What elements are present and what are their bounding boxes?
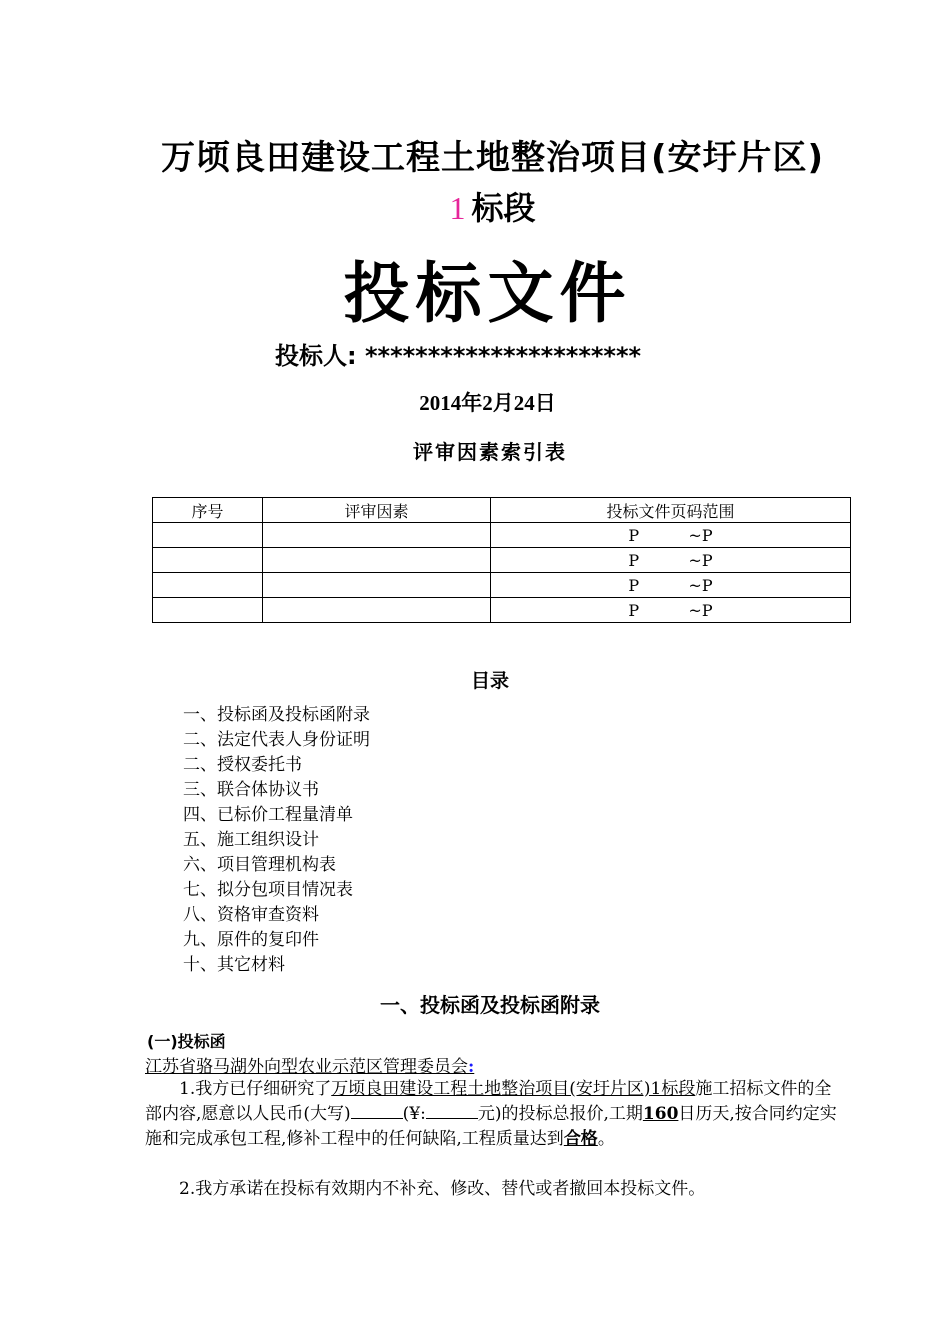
row-factor <box>263 598 491 623</box>
lot-number: 1 <box>449 190 466 226</box>
toc-item[interactable]: 二、授权委托书 <box>183 755 302 775</box>
row-page-range: P ~P <box>491 598 851 623</box>
lot-label: 标段 <box>471 189 536 227</box>
header-cell: 序号 <box>153 498 263 523</box>
addressee <box>145 1052 474 1077</box>
index-table-header <box>153 498 851 523</box>
toc-list <box>183 703 370 978</box>
toc-item[interactable]: 十、其它材料 <box>183 955 285 975</box>
row-no <box>153 523 263 548</box>
header-cell: 投标文件页码范围 <box>491 498 851 523</box>
header-cell: 评审因素 <box>263 498 491 523</box>
table-row <box>153 573 851 598</box>
toc-item[interactable]: 七、拟分包项目情况表 <box>183 880 353 900</box>
toc-item[interactable]: 八、资格审查资料 <box>183 905 319 925</box>
row-no <box>153 598 263 623</box>
toc-item[interactable]: 六、项目管理机构表 <box>183 855 336 875</box>
index-table <box>152 497 851 623</box>
toc-item[interactable]: 三、联合体协议书 <box>183 780 319 800</box>
price-number-blank[interactable] <box>426 1102 478 1119</box>
quality-standard: 合格 <box>563 1129 598 1149</box>
addressee-name: 江苏省骆马湖外向型农业示范区管理委员会 <box>145 1057 468 1077</box>
paragraph-1: 1.我方已仔细研究了万顷良田建设工程土地整治项目(安圩片区)1标段施工招标文件的全部内容,愿意以人民币(大写) (¥: 元)的投标总报价,工期160日历天,按合同约定实施和完成承包工程,修补工程中的任何缺陷,工程质量达到合格。 <box>145 1079 837 1149</box>
paragraph-2: 2.我方承诺在投标有效期内不补充、修改、替代或者撤回本投标文件。 <box>179 1179 706 1199</box>
section-title: 一、投标函及投标函附录 <box>380 993 600 1017</box>
addressee-colon: : <box>468 1057 475 1077</box>
table-row <box>153 523 851 548</box>
project-title: 万顷良田建设工程土地整治项目(安圩片区) <box>160 138 825 178</box>
toc-item[interactable]: 九、原件的复印件 <box>183 930 319 950</box>
toc-item[interactable]: 二、法定代表人身份证明 <box>183 730 370 750</box>
toc-item[interactable]: 四、已标价工程量清单 <box>183 805 353 825</box>
row-factor <box>263 573 491 598</box>
row-no <box>153 573 263 598</box>
row-page-range: P ~P <box>491 523 851 548</box>
row-no <box>153 548 263 573</box>
bidder-value: ********************** <box>364 342 642 370</box>
bidder-label: 投标人: <box>275 342 357 370</box>
document-title: 投标文件 <box>343 255 632 332</box>
document-date: 2014年2月24日 <box>419 391 556 415</box>
row-page-range: P ~P <box>491 573 851 598</box>
table-row <box>153 548 851 573</box>
toc-title: 目录 <box>470 670 509 692</box>
subsection-title: (一)投标函 <box>147 1032 226 1051</box>
row-page-range: P ~P <box>491 548 851 573</box>
lot-title <box>0 183 950 229</box>
toc-item[interactable]: 一、投标函及投标函附录 <box>183 705 370 725</box>
index-table-title: 评审因素索引表 <box>413 440 567 464</box>
row-factor <box>263 548 491 573</box>
bidder-line <box>275 336 641 371</box>
toc-item[interactable]: 五、施工组织设计 <box>183 830 319 850</box>
duration-days: 160 <box>642 1104 679 1124</box>
price-words-blank[interactable] <box>351 1102 403 1119</box>
table-row <box>153 598 851 623</box>
project-name-underlined: 万顷良田建设工程土地整治项目(安圩片区)1标段 <box>331 1079 696 1099</box>
row-factor <box>263 523 491 548</box>
